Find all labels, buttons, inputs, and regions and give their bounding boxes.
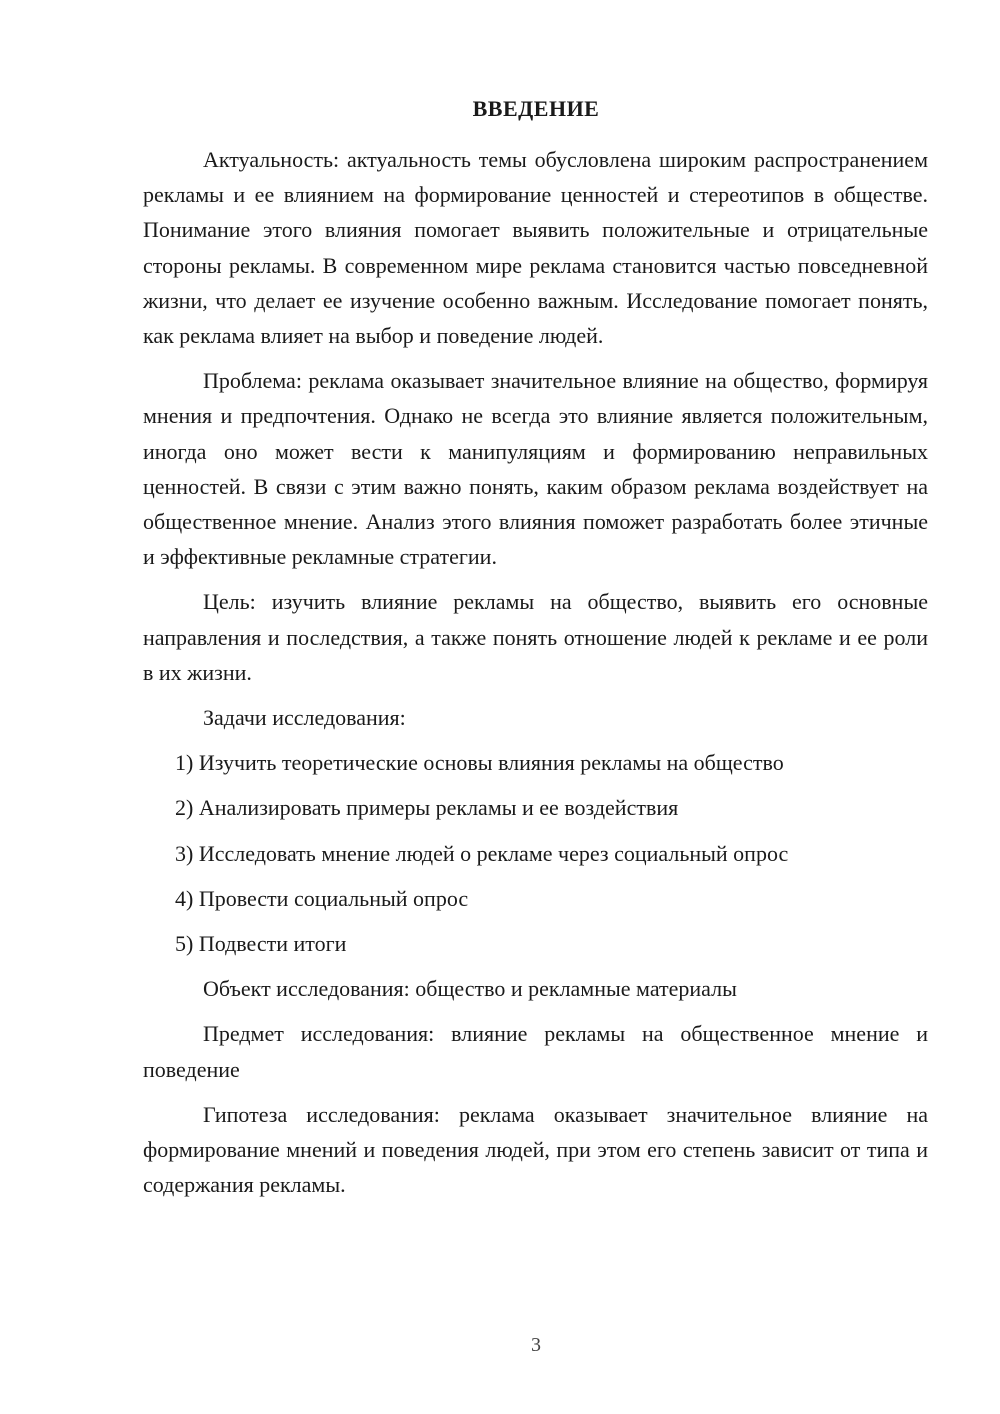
paragraph-subject: Предмет исследования: влияние рекламы на общественное мнение и поведение [143, 1021, 928, 1082]
task-item-3: 3) Исследовать мнение людей о рекламе через социальный опрос [175, 840, 789, 866]
paragraph-goal: Цель: изучить влияние рекламы на общество, выявить его основные направления и последствия, а также понять отношение людей к рекламе и ее роли в их жизни. [143, 589, 928, 685]
page-title: ВВЕДЕНИЕ [472, 96, 600, 121]
paragraph-problem: Проблема: реклама оказывает значительное влияние на общество, формируя мнения и предпочтения. Однако не всегда это влияние является положительным, иногда оно может вести к манипуляциям и формированию неправильных ценностей. В связи с этим важно понять, каким образом реклама воздействует на общественное мнение. Анализ этого влияния поможет разработать более этичные и эффективные рекламные стратегии. [143, 368, 928, 570]
task-item-1: 1) Изучить теоретические основы влияния рекламы на общество [175, 750, 784, 776]
task-item-5: 5) Подвести итоги [175, 931, 347, 957]
page-number: 3 [531, 1334, 541, 1356]
document-body [143, 142, 928, 1212]
task-item-4: 4) Провести социальный опрос [175, 885, 469, 911]
task-item-2: 2) Анализировать примеры рекламы и ее воздействия [175, 795, 679, 821]
paragraph-hypothesis: Гипотеза исследования: реклама оказывает значительное влияние на формирование мнений и поведения людей, при этом его степень зависит от типа и содержания рекламы. [143, 1101, 928, 1198]
tasks-heading: Задачи исследования: [203, 705, 406, 731]
paragraph-relevance: Актуальность: актуальность темы обусловлена широким распространением рекламы и ее влиянием на формирование ценностей и стереотипов в обществе. Понимание этого влияния помогает выявить положительные и отрицательные стороны рекламы. В современном мире реклама становится частью повседневной жизни, что делает ее изучение особенно важным. Исследование помогает понять, как реклама влияет на выбор и поведение людей. [143, 147, 928, 349]
paragraph-object: Объект исследования: общество и рекламные материалы [203, 976, 737, 1002]
